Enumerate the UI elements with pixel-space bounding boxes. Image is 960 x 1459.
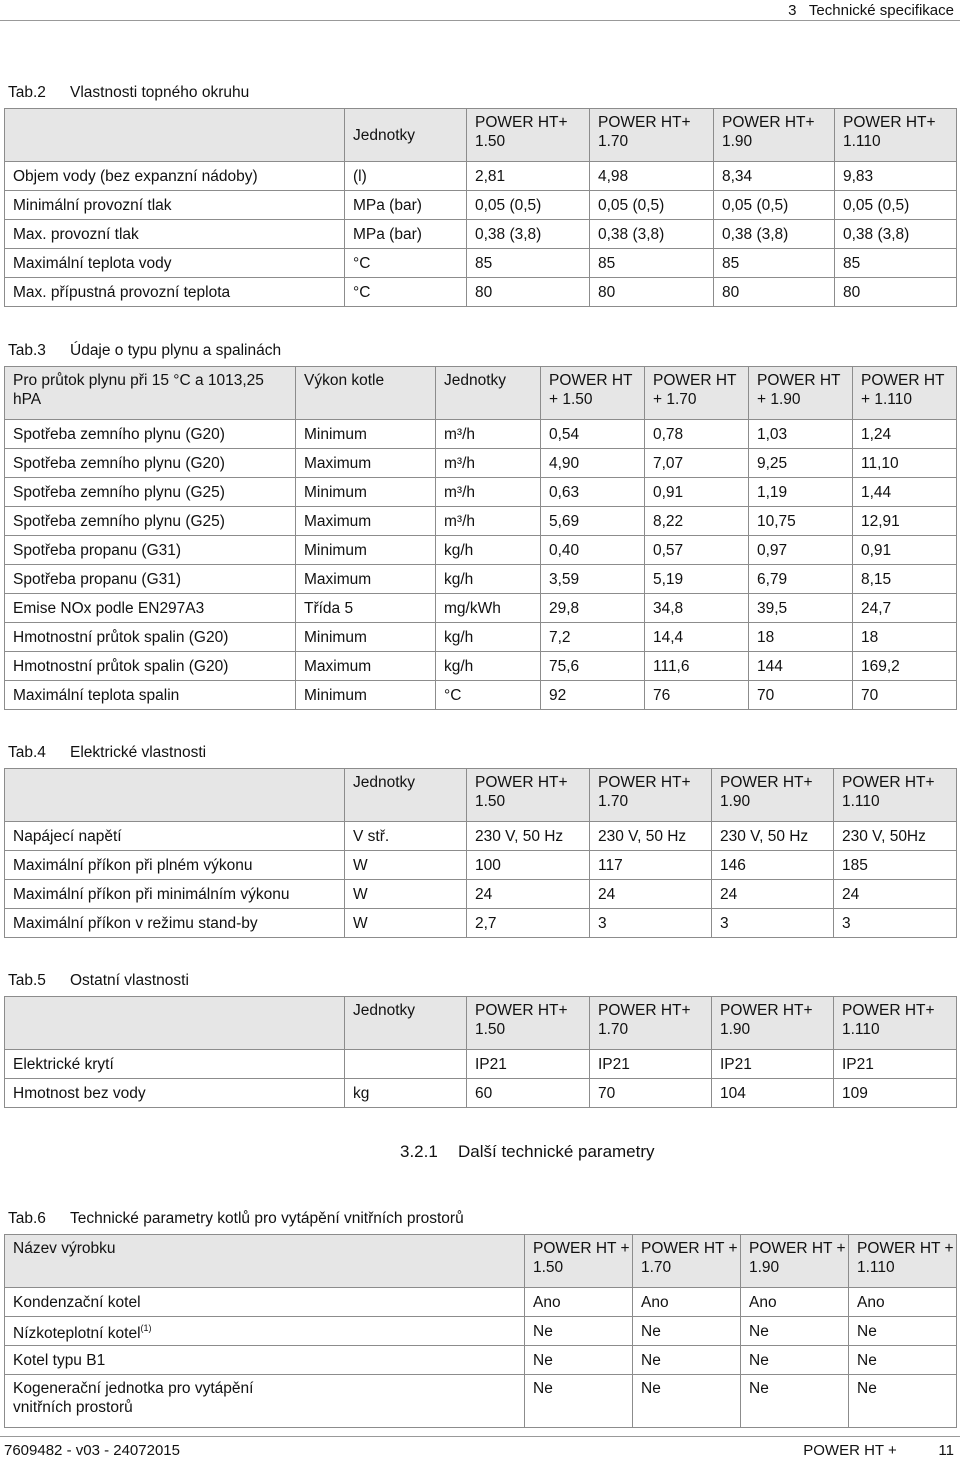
table-row [5,507,957,536]
cell: kg/h [436,652,541,681]
cell: 70 [853,681,957,710]
tab2-header-model: POWER HT+ 1.110 [835,109,957,162]
tab2-header-units: Jednotky [345,109,467,162]
table-row [5,220,957,249]
table-row [5,162,957,191]
cell: Maximální příkon při plném výkonu [5,851,345,880]
cell: Minimum [296,478,436,507]
table-row [5,594,957,623]
cell: 85 [714,249,835,278]
cell: Maximální teplota spalin [5,681,296,710]
tab5-header-model: POWER HT+ 1.90 [712,997,834,1050]
tab2-header-model: POWER HT+ 1.50 [467,109,590,162]
tab3-caption [8,342,281,360]
cell: Hmotnostní průtok spalin (G20) [5,652,296,681]
cell: Emise NOx podle EN297A3 [5,594,296,623]
cell: 70 [749,681,853,710]
cell: mg/kWh [436,594,541,623]
cell: 80 [467,278,590,307]
cell: 230 V, 50 Hz [712,822,834,851]
cell-text: Kogenerační jednotka pro vytápění vnitřních prostorů [13,1380,254,1416]
cell: 76 [645,681,749,710]
cell: 9,25 [749,449,853,478]
footer-right [803,1442,954,1459]
tab2-header-empty [5,109,345,162]
cell: 85 [835,249,957,278]
cell: 6,79 [749,565,853,594]
tab3-table [4,366,957,710]
tab6-caption-title: Technické parametry kotlů pro vytápění vnitřních prostorů [70,1210,464,1227]
cell: Ano [849,1288,957,1317]
tab6-header-name: Název výrobku [5,1235,525,1288]
cell: Objem vody (bez expanzní nádoby) [5,162,345,191]
tab4-header-units: Jednotky [345,769,467,822]
tab4-caption-title: Elektrické vlastnosti [70,744,207,761]
table-row [5,478,957,507]
cell: 24,7 [853,594,957,623]
cell: 24 [834,880,957,909]
cell: 0,78 [645,420,749,449]
cell: 169,2 [853,652,957,681]
cell: kg/h [436,623,541,652]
tab4-caption-number: Tab.4 [8,744,46,761]
cell: 24 [712,880,834,909]
cell: Max. provozní tlak [5,220,345,249]
cell: 7,07 [645,449,749,478]
cell: IP21 [467,1050,590,1079]
cell: 230 V, 50 Hz [590,822,712,851]
cell: °C [345,249,467,278]
table-row [5,1079,957,1108]
cell: Ne [849,1317,957,1346]
cell: 104 [712,1079,834,1108]
tab2-header-model: POWER HT+ 1.70 [590,109,714,162]
tab6-header-model: POWER HT + 1.50 [525,1235,633,1288]
cell: 80 [835,278,957,307]
cell: Spotřeba zemního plynu (G25) [5,507,296,536]
table-row [5,565,957,594]
tab3-header-row [5,367,957,420]
table-row [5,880,957,909]
cell: Maximální teplota vody [5,249,345,278]
cell: IP21 [834,1050,957,1079]
cell: Ano [741,1288,849,1317]
tab2-caption-number: Tab.2 [8,84,46,101]
tab6-caption-number: Tab.6 [8,1210,46,1227]
table-row [5,851,957,880]
cell: 5,69 [541,507,645,536]
cell: Kotel typu B1 [5,1346,525,1375]
tab6-header-model: POWER HT + 1.90 [741,1235,849,1288]
page-footer [0,1436,960,1458]
cell: Spotřeba zemního plynu (G20) [5,420,296,449]
tab3-header-model: POWER HT + 1.110 [853,367,957,420]
tab4-table [4,768,957,938]
cell: Hmotnost bez vody [5,1079,345,1108]
cell: 1,03 [749,420,853,449]
table-row [5,249,957,278]
tab5-header-model: POWER HT+ 1.50 [467,997,590,1050]
cell: Maximum [296,507,436,536]
cell: 24 [590,880,712,909]
tab3-header-flow: Pro průtok plynu při 15 °C a 1013,25 hPA [5,367,296,420]
tab6-header-row [5,1235,957,1288]
tab4-header-model: POWER HT+ 1.70 [590,769,712,822]
table-row [5,191,957,220]
cell: kg [345,1079,467,1108]
chapter-number: 3 [788,2,797,19]
tab4-header-model: POWER HT+ 1.50 [467,769,590,822]
table-row [5,623,957,652]
tab2-table [4,108,957,307]
footnote-mark: (1) [140,1323,152,1333]
cell: 4,98 [590,162,714,191]
cell: Spotřeba propanu (G31) [5,565,296,594]
tab3-caption-title: Údaje o typu plynu a spalinách [70,342,282,359]
tab5-caption [8,972,189,990]
cell: Ne [525,1346,633,1375]
cell: m³/h [436,478,541,507]
cell: 100 [467,851,590,880]
cell: IP21 [712,1050,834,1079]
tab5-table [4,996,957,1108]
cell: Ne [525,1317,633,1346]
cell: 39,5 [749,594,853,623]
tab2-header-model: POWER HT+ 1.90 [714,109,835,162]
table-row [5,909,957,938]
table-row [5,536,957,565]
tab5-header-units: Jednotky [345,997,467,1050]
cell: Maximum [296,449,436,478]
cell: 185 [834,851,957,880]
cell: 3,59 [541,565,645,594]
cell: 3 [590,909,712,938]
cell: Ne [741,1346,849,1375]
tab3-header-power: Výkon kotle [296,367,436,420]
tab4-header-empty [5,769,345,822]
cell: m³/h [436,507,541,536]
cell: Minimální provozní tlak [5,191,345,220]
tab6-header-model: POWER HT + 1.70 [633,1235,741,1288]
cell: 5,19 [645,565,749,594]
cell: 0,05 (0,5) [590,191,714,220]
cell: m³/h [436,420,541,449]
page-number: 11 [938,1442,954,1459]
document-number: 7609482 - v03 - 24072015 [4,1442,180,1459]
cell: 0,38 (3,8) [714,220,835,249]
cell: 92 [541,681,645,710]
product-name: POWER HT + [803,1442,897,1459]
cell: W [345,851,467,880]
section-heading [400,1142,655,1162]
running-header [788,2,954,19]
tab2-header-row [5,109,957,162]
cell: 0,91 [645,478,749,507]
table-row [5,652,957,681]
cell: Ne [849,1375,957,1428]
cell: IP21 [590,1050,712,1079]
cell: Ano [633,1288,741,1317]
cell: 4,90 [541,449,645,478]
cell: (l) [345,162,467,191]
cell: Ne [525,1375,633,1428]
tab2-caption-title: Vlastnosti topného okruhu [70,84,250,101]
cell: 24 [467,880,590,909]
cell: 109 [834,1079,957,1108]
cell: 18 [749,623,853,652]
table-row [5,822,957,851]
cell: Max. přípustná provozní teplota [5,278,345,307]
cell: Ne [633,1346,741,1375]
cell: 2,81 [467,162,590,191]
cell: Minimum [296,681,436,710]
cell: 0,97 [749,536,853,565]
cell-with-footnote [5,1317,525,1346]
tab5-header-row [5,997,957,1050]
cell: Hmotnostní průtok spalin (G20) [5,623,296,652]
tab4-header-model: POWER HT+ 1.90 [712,769,834,822]
cell: Minimum [296,536,436,565]
tab6-header-model: POWER HT + 1.110 [849,1235,957,1288]
tab3-header-model: POWER HT + 1.90 [749,367,853,420]
table-row [5,420,957,449]
tab3-header-model: POWER HT + 1.50 [541,367,645,420]
table-row [5,1050,957,1079]
cell: Ano [525,1288,633,1317]
tab3-caption-number: Tab.3 [8,342,46,359]
cell: 1,19 [749,478,853,507]
cell: 11,10 [853,449,957,478]
cell: 146 [712,851,834,880]
cell: 60 [467,1079,590,1108]
cell: kg/h [436,536,541,565]
cell: 3 [712,909,834,938]
cell: 8,34 [714,162,835,191]
cell: Ne [849,1346,957,1375]
section-title: Další technické parametry [458,1142,655,1161]
table-row [5,278,957,307]
cell: 80 [590,278,714,307]
cell: 70 [590,1079,712,1108]
chapter-title: Technické specifikace [808,2,954,19]
cell: 0,54 [541,420,645,449]
cell: 29,8 [541,594,645,623]
cell: 12,91 [853,507,957,536]
cell: Maximum [296,565,436,594]
cell: 8,22 [645,507,749,536]
cell: W [345,880,467,909]
tab3-header-model: POWER HT + 1.70 [645,367,749,420]
cell: 230 V, 50 Hz [467,822,590,851]
tab6-caption [8,1210,464,1228]
table-row [5,1375,957,1428]
cell: 0,38 (3,8) [467,220,590,249]
cell: 0,38 (3,8) [835,220,957,249]
cell: Kondenzační kotel [5,1288,525,1317]
cell: 0,05 (0,5) [714,191,835,220]
cell: Maximální příkon při minimálním výkonu [5,880,345,909]
tab4-caption [8,744,206,762]
footer-rule [0,1436,960,1437]
tab3-header-units: Jednotky [436,367,541,420]
cell: Ne [741,1375,849,1428]
cell: 111,6 [645,652,749,681]
table-row [5,681,957,710]
tab5-caption-number: Tab.5 [8,972,46,989]
cell: 117 [590,851,712,880]
tab6-table [4,1234,957,1428]
cell: Spotřeba zemního plynu (G20) [5,449,296,478]
cell: 85 [467,249,590,278]
cell: kg/h [436,565,541,594]
cell: W [345,909,467,938]
page-header [0,0,960,20]
tab5-caption-title: Ostatní vlastnosti [70,972,189,989]
table-row [5,1346,957,1375]
cell: Napájecí napětí [5,822,345,851]
cell: °C [345,278,467,307]
cell: 8,15 [853,565,957,594]
tab5-header-model: POWER HT+ 1.110 [834,997,957,1050]
tab2-caption [8,84,249,102]
cell: 144 [749,652,853,681]
cell: Ne [633,1375,741,1428]
cell: V stř. [345,822,467,851]
cell: 0,91 [853,536,957,565]
cell: 2,7 [467,909,590,938]
cell: Ne [741,1317,849,1346]
cell-text: Nízkoteplotní kotel [13,1325,141,1342]
cell [345,1050,467,1079]
cell: 0,38 (3,8) [590,220,714,249]
tab5-header-empty [5,997,345,1050]
cell: Ne [633,1317,741,1346]
cell: Spotřeba propanu (G31) [5,536,296,565]
cell: 14,4 [645,623,749,652]
cell: 0,05 (0,5) [467,191,590,220]
cell: 1,44 [853,478,957,507]
cell: 10,75 [749,507,853,536]
cell: 85 [590,249,714,278]
cell: °C [436,681,541,710]
tab4-header-model: POWER HT+ 1.110 [834,769,957,822]
cell: Maximum [296,652,436,681]
cell: Minimum [296,420,436,449]
cell: MPa (bar) [345,220,467,249]
table-row [5,1317,957,1346]
cell: Maximální příkon v režimu stand-by [5,909,345,938]
tab4-header-row [5,769,957,822]
cell: Spotřeba zemního plynu (G25) [5,478,296,507]
cell: 9,83 [835,162,957,191]
cell: Minimum [296,623,436,652]
tab5-header-model: POWER HT+ 1.70 [590,997,712,1050]
cell: Třída 5 [296,594,436,623]
cell: 1,24 [853,420,957,449]
cell: 0,63 [541,478,645,507]
table-row [5,1288,957,1317]
cell: 18 [853,623,957,652]
cell: Elektrické krytí [5,1050,345,1079]
cell: 75,6 [541,652,645,681]
cell: 7,2 [541,623,645,652]
section-number: 3.2.1 [400,1142,438,1161]
cell: 230 V, 50Hz [834,822,957,851]
table-row [5,449,957,478]
cell: m³/h [436,449,541,478]
header-rule [0,20,960,21]
cell: 0,05 (0,5) [835,191,957,220]
cell: 0,40 [541,536,645,565]
cell: MPa (bar) [345,191,467,220]
cell: 80 [714,278,835,307]
cell: 34,8 [645,594,749,623]
cell [5,1375,525,1428]
cell: 3 [834,909,957,938]
cell: 0,57 [645,536,749,565]
